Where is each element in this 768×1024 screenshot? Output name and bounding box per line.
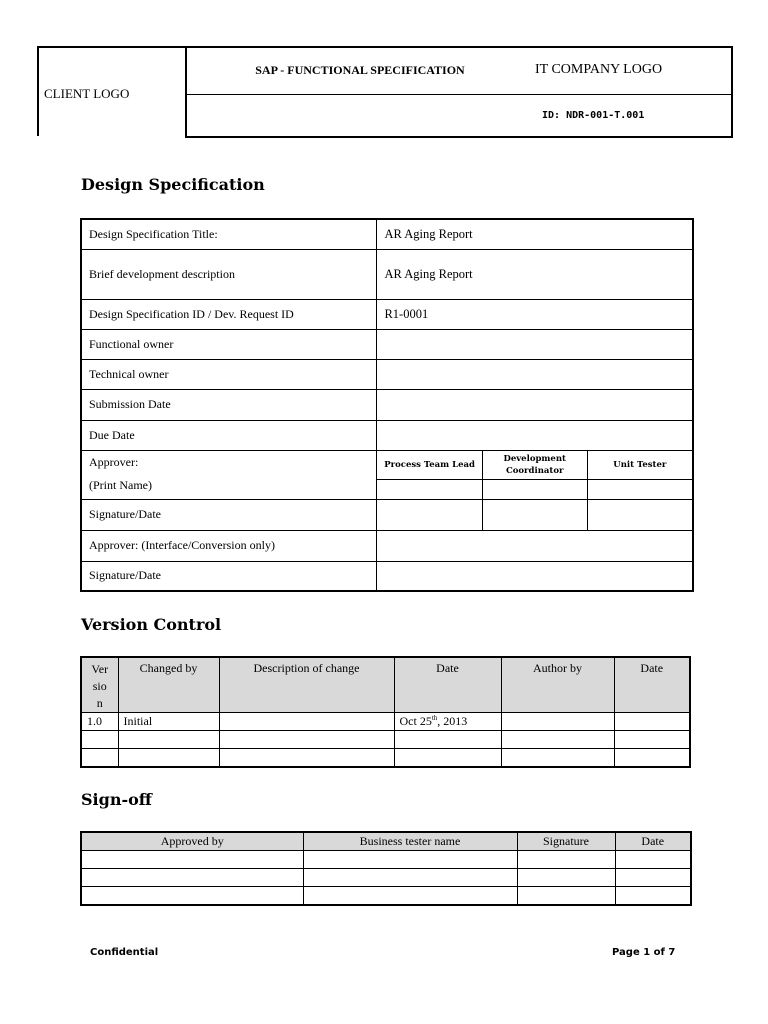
col-business-tester: Business tester name bbox=[303, 832, 517, 851]
technical-owner-value[interactable] bbox=[377, 359, 693, 389]
empty-cell[interactable] bbox=[81, 851, 303, 869]
table-row bbox=[81, 887, 691, 906]
empty-cell[interactable] bbox=[614, 749, 690, 768]
technical-owner-label: Technical owner bbox=[81, 359, 377, 389]
empty-cell[interactable] bbox=[517, 869, 615, 887]
design-title-value[interactable]: AR Aging Report bbox=[377, 219, 693, 249]
col-date: Date bbox=[615, 832, 691, 851]
approver-label: Approver: bbox=[89, 454, 139, 469]
design-id-label: Design Specification ID / Dev. Request ID bbox=[81, 299, 377, 329]
empty-cell[interactable] bbox=[615, 851, 691, 869]
approver-col-development-coordinator: Development Coordinator bbox=[482, 451, 587, 480]
table-row bbox=[81, 450, 693, 499]
date-cell[interactable]: Oct 25th, 2013 bbox=[394, 713, 501, 731]
col-approved-by: Approved by bbox=[81, 832, 303, 851]
due-date-value[interactable] bbox=[377, 420, 693, 450]
table-header-row bbox=[81, 832, 691, 851]
empty-cell[interactable] bbox=[303, 869, 517, 887]
empty-cell[interactable] bbox=[615, 869, 691, 887]
signoff-heading: Sign-off bbox=[81, 790, 152, 809]
col-description: Description of change bbox=[219, 657, 394, 713]
empty-cell[interactable] bbox=[303, 851, 517, 869]
author-cell[interactable] bbox=[501, 713, 614, 731]
signature-grid bbox=[377, 500, 692, 530]
signature-development-coordinator[interactable] bbox=[482, 500, 587, 530]
approver-name-unit-tester[interactable] bbox=[587, 480, 692, 499]
design-spec-table bbox=[80, 218, 694, 592]
signoff-table bbox=[80, 831, 692, 906]
client-logo-cell bbox=[37, 46, 185, 136]
empty-cell[interactable] bbox=[81, 749, 118, 768]
print-name-label: (Print Name) bbox=[89, 477, 152, 492]
empty-cell[interactable] bbox=[118, 731, 219, 749]
empty-cell[interactable] bbox=[118, 749, 219, 768]
approver-name-development-coordinator[interactable] bbox=[482, 480, 587, 499]
table-row bbox=[81, 329, 693, 359]
table-row bbox=[81, 749, 690, 768]
approver-grid-cell bbox=[377, 450, 693, 499]
footer-page-number: Page 1 of 7 bbox=[612, 947, 676, 958]
design-title-label: Design Specification Title: bbox=[81, 219, 377, 249]
due-date-label: Due Date bbox=[81, 420, 377, 450]
empty-cell[interactable] bbox=[394, 749, 501, 768]
empty-cell[interactable] bbox=[615, 887, 691, 906]
signature-date-2-label: Signature/Date bbox=[81, 561, 377, 591]
brief-description-value[interactable]: AR Aging Report bbox=[377, 249, 693, 299]
table-row bbox=[81, 249, 693, 299]
empty-cell[interactable] bbox=[614, 731, 690, 749]
table-row bbox=[81, 731, 690, 749]
signature-date-2-value[interactable] bbox=[377, 561, 693, 591]
version-control-table bbox=[80, 656, 691, 768]
table-row bbox=[81, 389, 693, 420]
table-row bbox=[81, 219, 693, 249]
empty-cell[interactable] bbox=[81, 869, 303, 887]
signature-date-label: Signature/Date bbox=[81, 499, 377, 530]
approver-interface-value[interactable] bbox=[377, 530, 693, 561]
approver-interface-label: Approver: (Interface/Conversion only) bbox=[81, 530, 377, 561]
table-row bbox=[81, 499, 693, 530]
approver-label-cell bbox=[81, 450, 377, 499]
submission-date-label: Submission Date bbox=[81, 389, 377, 420]
signature-unit-tester[interactable] bbox=[587, 500, 692, 530]
signature-grid-cell bbox=[377, 499, 693, 530]
empty-cell[interactable] bbox=[501, 749, 614, 768]
empty-cell[interactable] bbox=[81, 731, 118, 749]
date-2-cell[interactable] bbox=[614, 713, 690, 731]
client-logo: CLIENT LOGO bbox=[44, 86, 130, 101]
empty-cell[interactable] bbox=[219, 731, 394, 749]
document-title: SAP - FUNCTIONAL SPECIFICATION bbox=[255, 63, 465, 77]
version-control-heading: Version Control bbox=[81, 615, 222, 634]
it-company-logo: IT COMPANY LOGO bbox=[535, 62, 663, 77]
col-version: Ver sio n bbox=[81, 657, 118, 713]
table-row bbox=[81, 561, 693, 591]
approver-grid bbox=[377, 451, 692, 499]
empty-cell[interactable] bbox=[219, 749, 394, 768]
table-header-row bbox=[81, 657, 690, 713]
col-date-2: Date bbox=[614, 657, 690, 713]
table-row bbox=[81, 851, 691, 869]
col-changed-by: Changed by bbox=[118, 657, 219, 713]
submission-date-value[interactable] bbox=[377, 389, 693, 420]
footer-confidential: Confidential bbox=[90, 947, 159, 958]
col-signature: Signature bbox=[517, 832, 615, 851]
changed-by-cell[interactable]: Initial bbox=[118, 713, 219, 731]
approver-col-unit-tester: Unit Tester bbox=[587, 451, 692, 480]
header-box bbox=[185, 46, 733, 138]
version-cell[interactable]: 1.0 bbox=[81, 713, 118, 731]
empty-cell[interactable] bbox=[501, 731, 614, 749]
document-id: ID: NDR-001-T.001 bbox=[542, 110, 645, 121]
empty-cell[interactable] bbox=[81, 887, 303, 906]
table-row bbox=[81, 713, 690, 731]
header-divider bbox=[187, 94, 731, 95]
functional-owner-value[interactable] bbox=[377, 329, 693, 359]
design-id-value[interactable]: R1-0001 bbox=[377, 299, 693, 329]
brief-description-label: Brief development description bbox=[81, 249, 377, 299]
design-spec-heading: Design Specification bbox=[81, 175, 265, 194]
col-author: Author by bbox=[501, 657, 614, 713]
description-cell[interactable] bbox=[219, 713, 394, 731]
table-row bbox=[81, 869, 691, 887]
table-row bbox=[81, 359, 693, 389]
table-row bbox=[81, 420, 693, 450]
functional-owner-label: Functional owner bbox=[81, 329, 377, 359]
table-row bbox=[81, 530, 693, 561]
table-row bbox=[81, 299, 693, 329]
empty-cell[interactable] bbox=[517, 851, 615, 869]
approver-col-process-team-lead: Process Team Lead bbox=[377, 451, 482, 480]
empty-cell[interactable] bbox=[394, 731, 501, 749]
approver-name-process-team-lead[interactable] bbox=[377, 480, 482, 499]
signature-process-team-lead[interactable] bbox=[377, 500, 482, 530]
col-date: Date bbox=[394, 657, 501, 713]
empty-cell[interactable] bbox=[303, 887, 517, 906]
empty-cell[interactable] bbox=[517, 887, 615, 906]
